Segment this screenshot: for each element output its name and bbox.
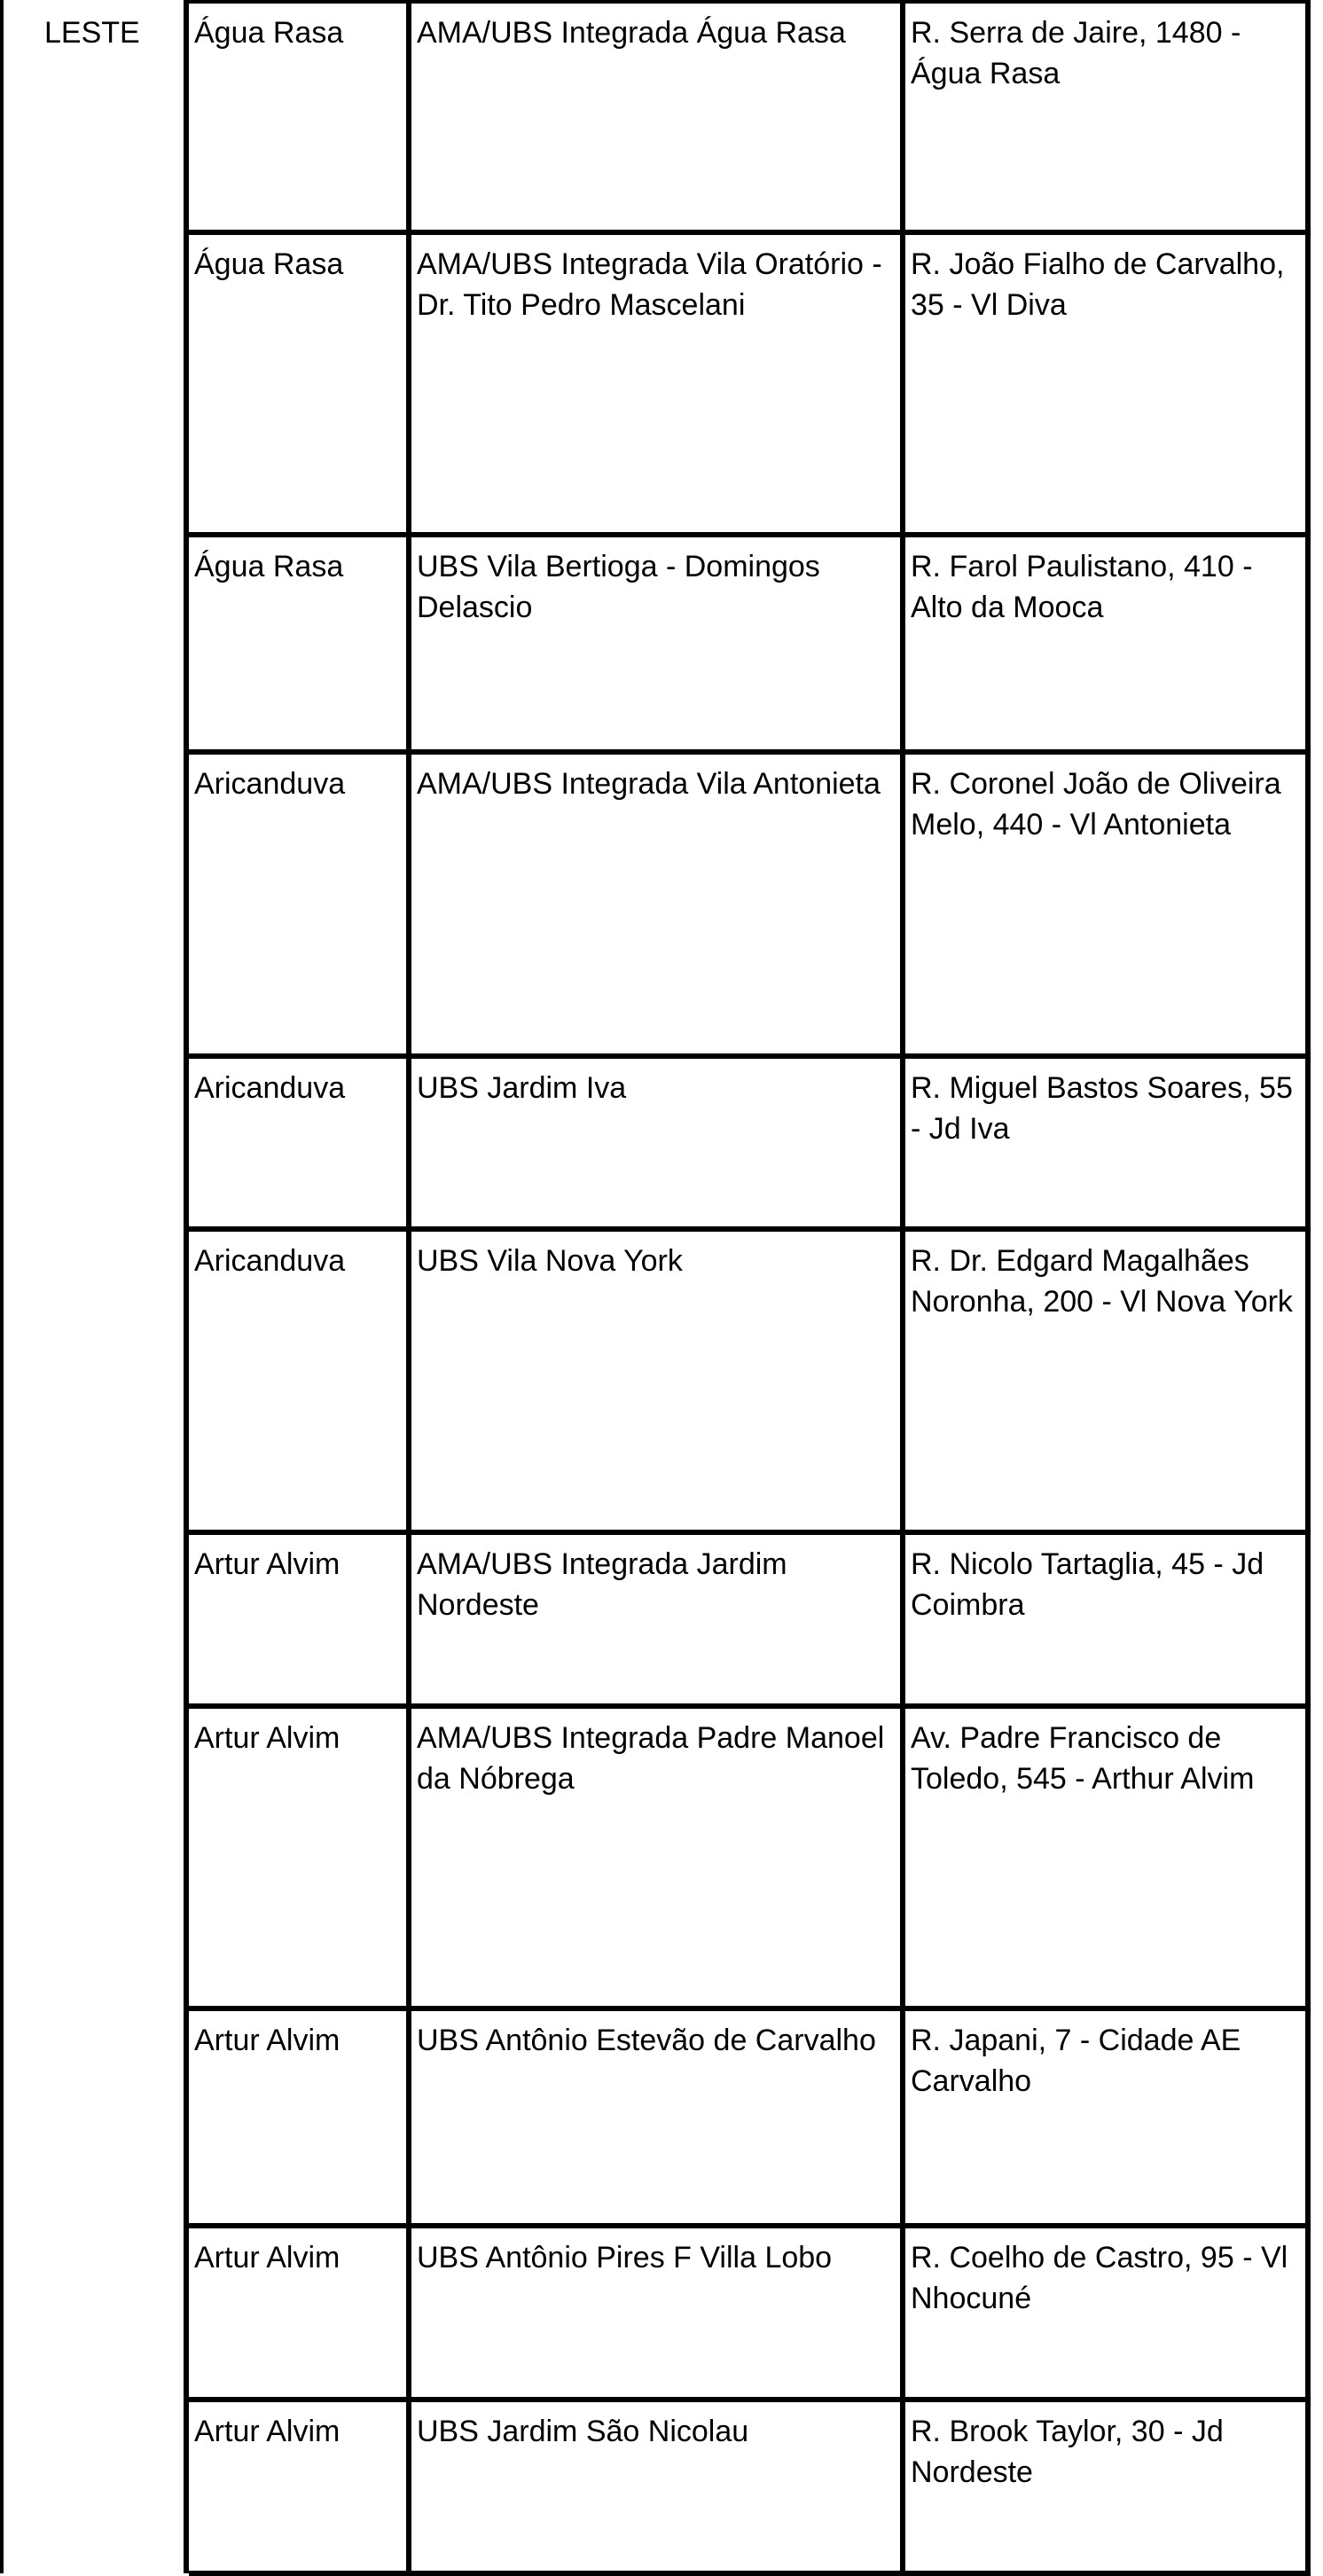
address-cell: R. Dr. Edgard Magalhães Noronha, 200 - Vl Nova York xyxy=(903,1229,1308,1532)
unit-name-cell: UBS Jardim São Nicolau xyxy=(409,2400,903,2573)
unit-name-cell: AMA/UBS Integrada Água Rasa xyxy=(409,2,903,232)
unit-name-cell: UBS Antônio Pires F Villa Lobo xyxy=(409,2226,903,2400)
address-cell: R. Brook Taylor, 30 - Jd Nordeste xyxy=(903,2400,1308,2573)
district-cell: Artur Alvim xyxy=(189,2226,409,2400)
district-cell: Água Rasa xyxy=(189,232,409,535)
health-units-table xyxy=(189,0,1311,2576)
district-cell: Água Rasa xyxy=(189,2,409,232)
table-row xyxy=(189,535,1308,752)
address-cell: R. Miguel Bastos Soares, 55 - Jd Iva xyxy=(903,1056,1308,1229)
district-cell: Água Rasa xyxy=(189,535,409,752)
unit-name-cell: UBS Jardim Iva xyxy=(409,1056,903,1229)
district-cell: Aricanduva xyxy=(189,1056,409,1229)
table-row xyxy=(189,1229,1308,1532)
address-cell: R. Nicolo Tartaglia, 45 - Jd Coimbra xyxy=(903,1532,1308,1706)
region-label: LESTE xyxy=(44,16,140,50)
district-cell: Artur Alvim xyxy=(189,1532,409,1706)
district-cell: Artur Alvim xyxy=(189,1706,409,2008)
table-row xyxy=(189,1056,1308,1229)
district-cell: Artur Alvim xyxy=(189,2008,409,2226)
address-cell: R. Coelho de Castro, 95 - Vl Nhocuné xyxy=(903,2226,1308,2400)
address-cell: R. João Fialho de Carvalho, 35 - Vl Diva xyxy=(903,232,1308,535)
table-row xyxy=(189,2008,1308,2226)
unit-name-cell: UBS Vila Nova York xyxy=(409,1229,903,1532)
table-row xyxy=(189,1532,1308,1706)
unit-name-cell: AMA/UBS Integrada Vila Oratório - Dr. Tito Pedro Mascelani xyxy=(409,232,903,535)
district-cell: Aricanduva xyxy=(189,752,409,1056)
district-cell: Aricanduva xyxy=(189,1229,409,1532)
address-cell: Av. Padre Francisco de Toledo, 545 - Arthur Alvim xyxy=(903,1706,1308,2008)
unit-name-cell: AMA/UBS Integrada Padre Manoel da Nóbrega xyxy=(409,1706,903,2008)
table-row xyxy=(189,2,1308,232)
table-row xyxy=(189,2226,1308,2400)
table-row xyxy=(189,2400,1308,2573)
region-column xyxy=(0,0,189,2573)
unit-name-cell: AMA/UBS Integrada Vila Antonieta xyxy=(409,752,903,1056)
table-row xyxy=(189,232,1308,535)
address-cell: R. Farol Paulistano, 410 - Alto da Mooca xyxy=(903,535,1308,752)
unit-name-cell: AMA/UBS Integrada Jardim Nordeste xyxy=(409,1532,903,1706)
address-cell: R. Serra de Jaire, 1480 - Água Rasa xyxy=(903,2,1308,232)
table-row xyxy=(189,1706,1308,2008)
unit-name-cell: UBS Antônio Estevão de Carvalho xyxy=(409,2008,903,2226)
district-cell: Artur Alvim xyxy=(189,2400,409,2573)
address-cell: R. Coronel João de Oliveira Melo, 440 - Vl Antonieta xyxy=(903,752,1308,1056)
unit-name-cell: UBS Vila Bertioga - Domingos Delascio xyxy=(409,535,903,752)
address-cell: R. Japani, 7 - Cidade AE Carvalho xyxy=(903,2008,1308,2226)
table-row xyxy=(189,752,1308,1056)
